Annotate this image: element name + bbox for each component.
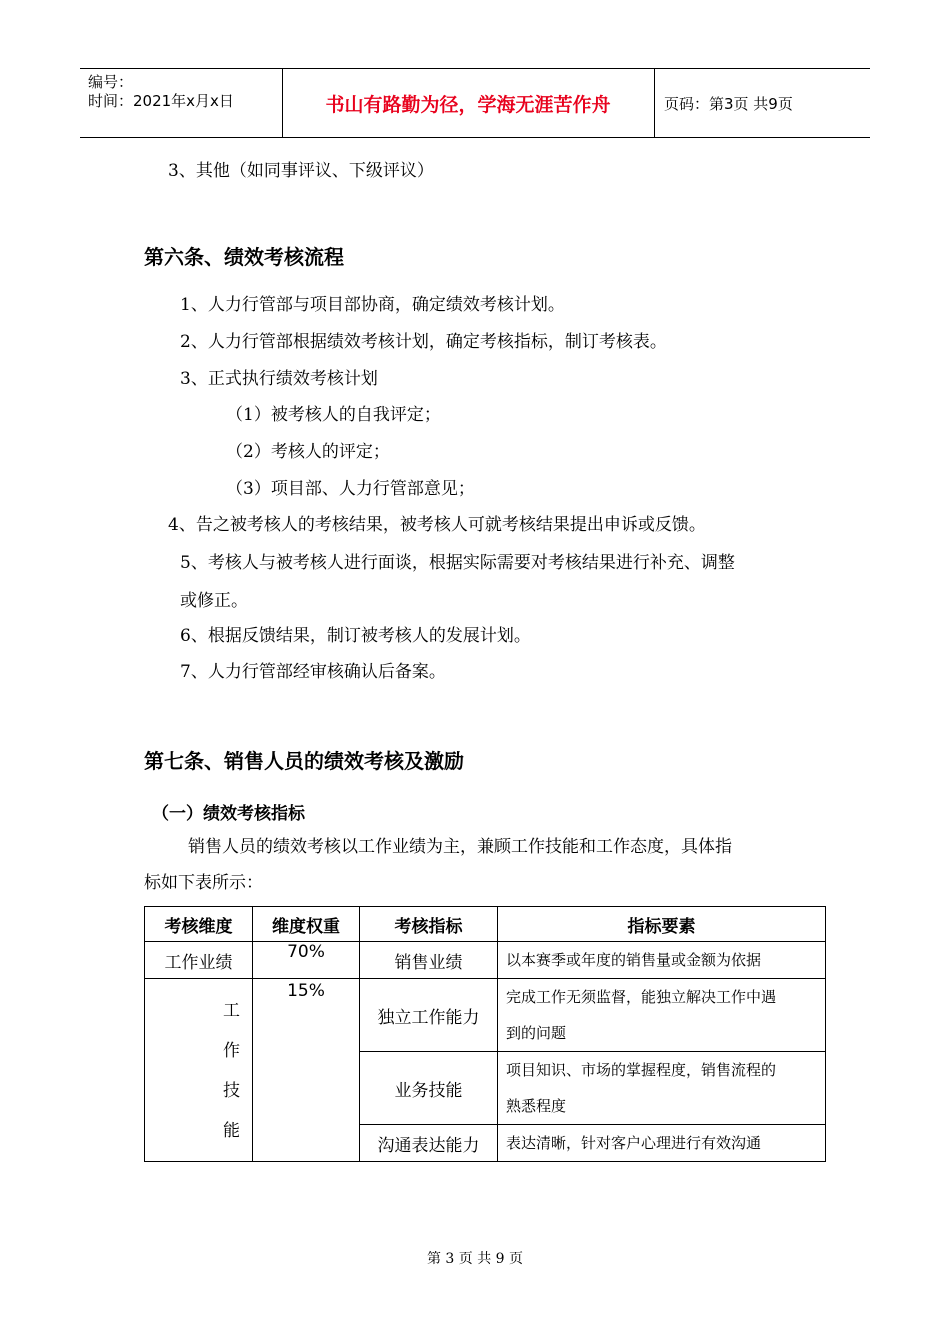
- indicator-cell: 沟通表达能力: [360, 1125, 498, 1162]
- element-line: 完成工作无须监督，能独立解决工作中遇: [506, 988, 777, 1006]
- date-label: 时间：2021年x月x日: [88, 92, 234, 110]
- kpi-table: [144, 906, 826, 1162]
- header-weight: 维度权重: [253, 907, 360, 942]
- section-6-subitem: （2）考核人的评定；: [226, 442, 390, 462]
- header-page-label: 页码：第3页 共9页: [664, 94, 793, 113]
- item-3-other: 3、其他（如同事评议、下级评议）: [168, 161, 434, 181]
- header-element: 指标要素: [498, 907, 826, 942]
- element-line: 到的问题: [506, 1024, 567, 1042]
- section-6-item: 3、正式执行绩效考核计划: [180, 369, 378, 389]
- weight-cell: 15%: [253, 979, 360, 1162]
- section-6-title: 第六条、绩效考核流程: [144, 245, 344, 269]
- element-line: 熟悉程度: [506, 1097, 567, 1115]
- dimension-cell: 工作业绩: [145, 942, 253, 979]
- header-indicator: 考核指标: [360, 907, 498, 942]
- section-6-subitem: （1）被考核人的自我评定；: [226, 405, 441, 425]
- section-6-item: 2、人力行管部根据绩效考核计划，确定考核指标，制订考核表。: [180, 332, 667, 352]
- table-row: [145, 942, 826, 979]
- indicator-cell: 销售业绩: [360, 942, 498, 979]
- subsection-title: （一）绩效考核指标: [152, 804, 305, 824]
- section-7-title: 第七条、销售人员的绩效考核及激励: [144, 749, 464, 773]
- element-cell: 表达清晰，针对客户心理进行有效沟通: [498, 1125, 826, 1162]
- intro-paragraph-line: 销售人员的绩效考核以工作业绩为主，兼顾工作技能和工作态度，具体指: [188, 837, 732, 857]
- number-label: 编号：: [88, 73, 134, 91]
- document-header: [80, 68, 870, 138]
- element-cell: [498, 979, 826, 1052]
- dimension-char: 技: [223, 1081, 240, 1101]
- indicator-cell: 业务技能: [360, 1052, 498, 1125]
- dimension-char: 能: [223, 1121, 240, 1141]
- table-row: [145, 979, 826, 1052]
- section-6-item: 6、根据反馈结果，制订被考核人的发展计划。: [180, 626, 531, 646]
- element-line: 项目知识、市场的掌握程度，销售流程的: [506, 1061, 777, 1079]
- section-6-item: 4、告之被考核人的考核结果，被考核人可就考核结果提出申诉或反馈。: [168, 515, 706, 535]
- header-dimension: 考核维度: [145, 907, 253, 942]
- header-meta: [88, 73, 234, 111]
- element-cell: 以本赛季或年度的销售量或金额为依据: [498, 942, 826, 979]
- section-6-item-continuation: 或修正。: [180, 591, 248, 611]
- intro-paragraph-line: 标如下表所示：: [144, 873, 263, 893]
- page-footer: 第 3 页 共 9 页: [426, 1251, 524, 1267]
- dimension-char: 作: [223, 1041, 240, 1061]
- weight-cell: 70%: [253, 942, 360, 979]
- dimension-cell-vertical: [145, 979, 253, 1162]
- indicator-cell: 独立工作能力: [360, 979, 498, 1052]
- section-6-item: 5、考核人与被考核人进行面谈，根据实际需要对考核结果进行补充、调整: [180, 553, 735, 573]
- header-divider: [654, 69, 655, 137]
- table-header-row: [145, 907, 826, 942]
- section-6-subitem: （3）项目部、人力行管部意见；: [226, 479, 475, 499]
- dimension-char: 工: [223, 1001, 240, 1021]
- element-cell: [498, 1052, 826, 1125]
- section-6-item: 1、人力行管部与项目部协商，确定绩效考核计划。: [180, 295, 565, 315]
- section-6-item: 7、人力行管部经审核确认后备案。: [180, 662, 446, 682]
- header-motto: 书山有路勤为径，学海无涯苦作舟: [325, 93, 611, 116]
